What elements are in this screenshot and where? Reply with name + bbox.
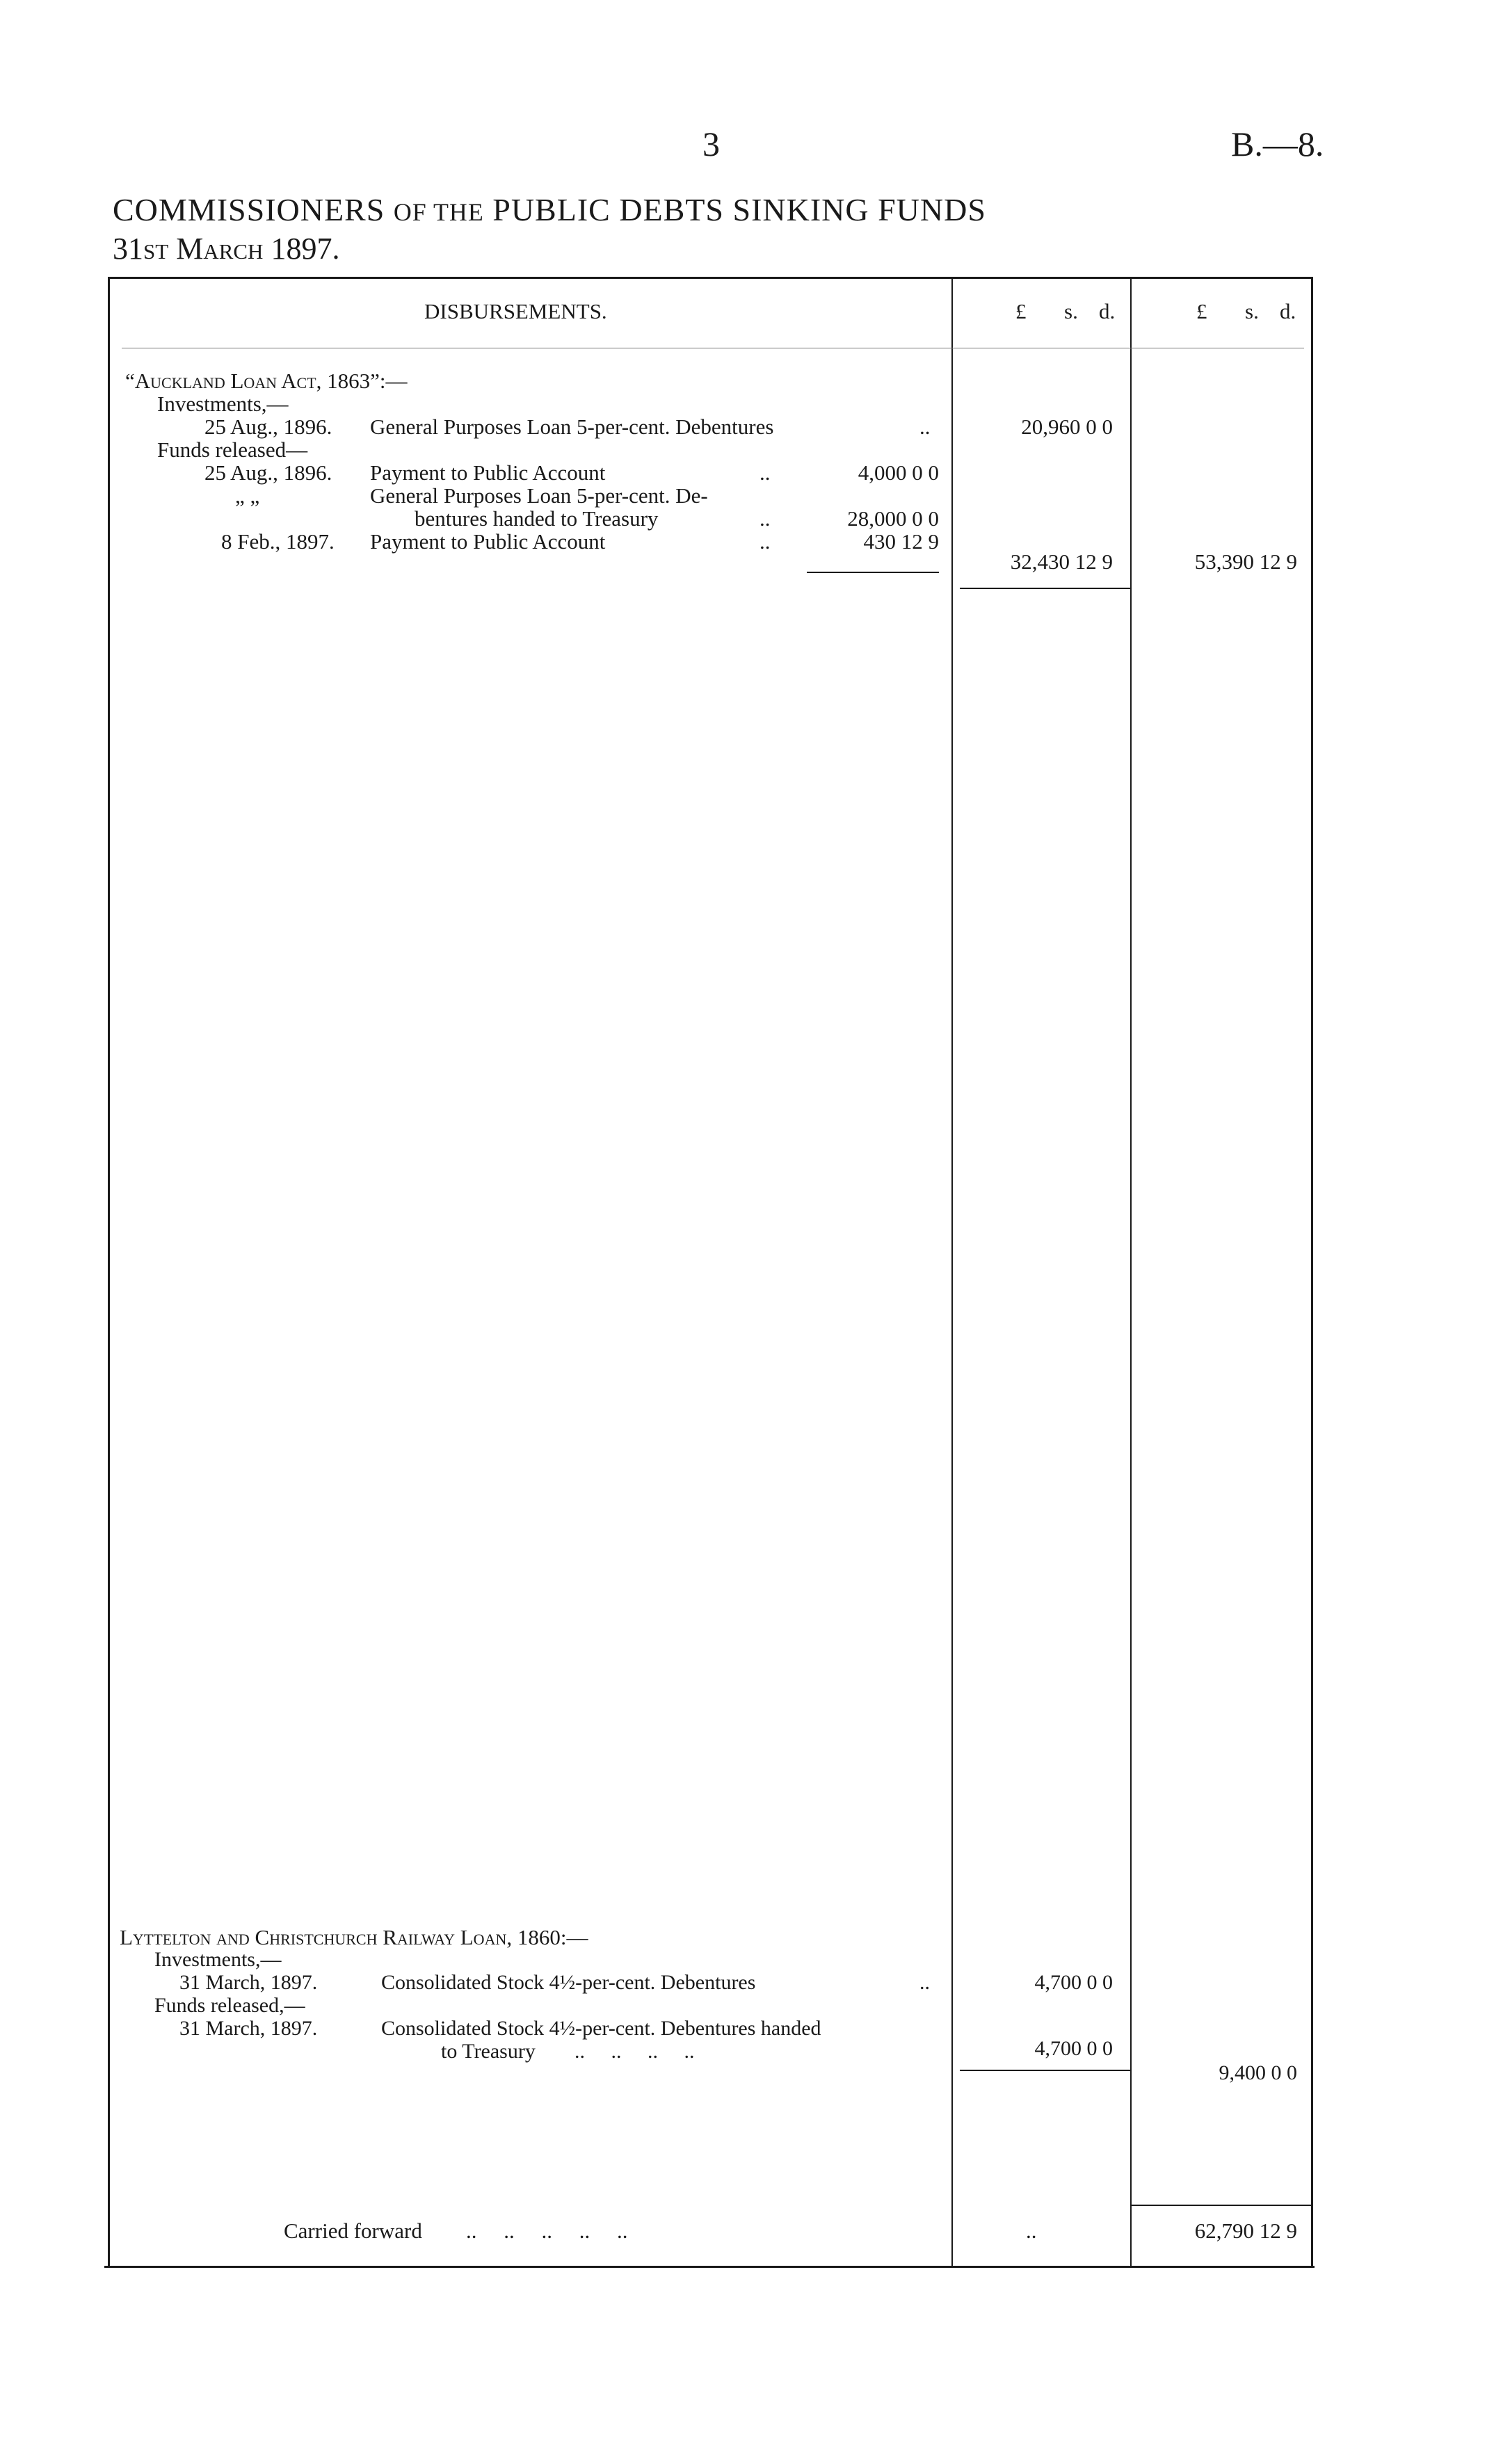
col2-shilling-header: s. <box>1245 299 1259 323</box>
released-amount: 4,000 0 0 <box>858 460 939 485</box>
date-day: 31st <box>113 232 169 266</box>
document-reference: B.—8. <box>1231 124 1324 163</box>
title-org-rest: PUBLIC DEBTS SINKING FUNDS <box>492 192 986 227</box>
leader-dots: .. <box>759 529 771 554</box>
table-bottom-rule <box>104 2266 1315 2268</box>
section-title-caps: Lyttelton and Christchurch Railway Loan, <box>120 1925 513 1949</box>
entry-date: 31 March, 1897. <box>179 2017 318 2040</box>
released-amount: 430 12 9 <box>863 529 939 554</box>
col2-pence-header: d. <box>1280 299 1296 323</box>
entry-description: Consolidated Stock 4½-per-cent. Debentures handed <box>381 2017 821 2040</box>
subtotal-rule <box>807 572 939 573</box>
entry-description-cont: bentures handed to Treasury <box>415 506 659 531</box>
carried-forward-label: Carried forward <box>284 2219 422 2243</box>
table-right-rule <box>1311 277 1313 2268</box>
investments-label: Investments,— <box>157 392 289 416</box>
entry-date: 8 Feb., 1897. <box>221 529 335 554</box>
date-year: 1897. <box>271 232 340 266</box>
leader-dots: .. <box>759 506 771 531</box>
title-org-caps: COMMISSIONERS <box>113 192 385 227</box>
carried-forward-total: 62,790 12 9 <box>1194 2219 1297 2243</box>
released-amount: 28,000 0 0 <box>847 506 939 531</box>
section-heading-auckland <box>125 369 407 394</box>
column-total-rule <box>960 588 1130 589</box>
leader-dots: .. .. .. .. .. <box>466 2219 628 2243</box>
investment-amount: 20,960 0 0 <box>1021 414 1113 439</box>
entry-description: Payment to Public Account <box>370 529 606 554</box>
report-date <box>113 231 339 266</box>
leader-dots: .. <box>919 414 931 439</box>
released-amount: 4,700 0 0 <box>1034 2037 1113 2060</box>
entry-description: Payment to Public Account <box>370 460 606 485</box>
entry-description: Consolidated Stock 4½-per-cent. Debentures <box>381 1971 756 1994</box>
investment-amount: 4,700 0 0 <box>1034 1971 1113 1994</box>
section-title-tail: 1863”:— <box>327 369 408 393</box>
open-quote: “ <box>125 369 135 393</box>
date-month: March <box>176 232 264 266</box>
column-divider-2 <box>1130 277 1132 2268</box>
section-heading-lyttelton <box>120 1925 588 1950</box>
carried-forward-top-rule <box>1130 2205 1311 2206</box>
section-total: 9,400 0 0 <box>1219 2061 1297 2084</box>
col1-pound-header: £ <box>1015 299 1027 323</box>
investments-label: Investments,— <box>154 1948 282 1971</box>
entry-date: 25 Aug., 1896. <box>204 460 332 485</box>
entry-description: General Purposes Loan 5-per-cent. Debentures <box>370 414 774 439</box>
report-title <box>113 191 986 228</box>
page-number: 3 <box>702 124 720 163</box>
funds-released-label: Funds released,— <box>154 1994 305 2017</box>
section-total: 53,390 12 9 <box>1194 549 1297 574</box>
entry-description-cont: to Treasury <box>441 2040 536 2063</box>
column-divider-1 <box>951 277 953 2268</box>
released-total: 32,430 12 9 <box>1010 549 1113 574</box>
section-title-tail: 1860:— <box>517 1925 588 1949</box>
leader-dots: .. <box>759 460 771 485</box>
disbursements-heading: DISBURSEMENTS. <box>424 299 607 323</box>
ditto-marks: „ „ <box>235 483 260 508</box>
col1-shilling-header: s. <box>1064 299 1078 323</box>
leader-dots: .. <box>1026 2219 1037 2243</box>
entry-date: 31 March, 1897. <box>179 1971 318 1994</box>
table-left-rule <box>108 277 110 2268</box>
funds-released-label: Funds released— <box>157 437 308 462</box>
section-title-caps: Auckland Loan Act, <box>134 369 322 393</box>
title-of-the: OF THE <box>393 198 484 226</box>
entry-description: General Purposes Loan 5-per-cent. De- <box>370 483 708 508</box>
column-total-rule <box>960 2070 1130 2071</box>
leader-dots: .. <box>919 1971 930 1994</box>
col1-pence-header: d. <box>1099 299 1116 323</box>
entry-date: 25 Aug., 1896. <box>204 414 332 439</box>
leader-dots: .. .. .. .. <box>574 2040 695 2063</box>
col2-pound-header: £ <box>1196 299 1207 323</box>
